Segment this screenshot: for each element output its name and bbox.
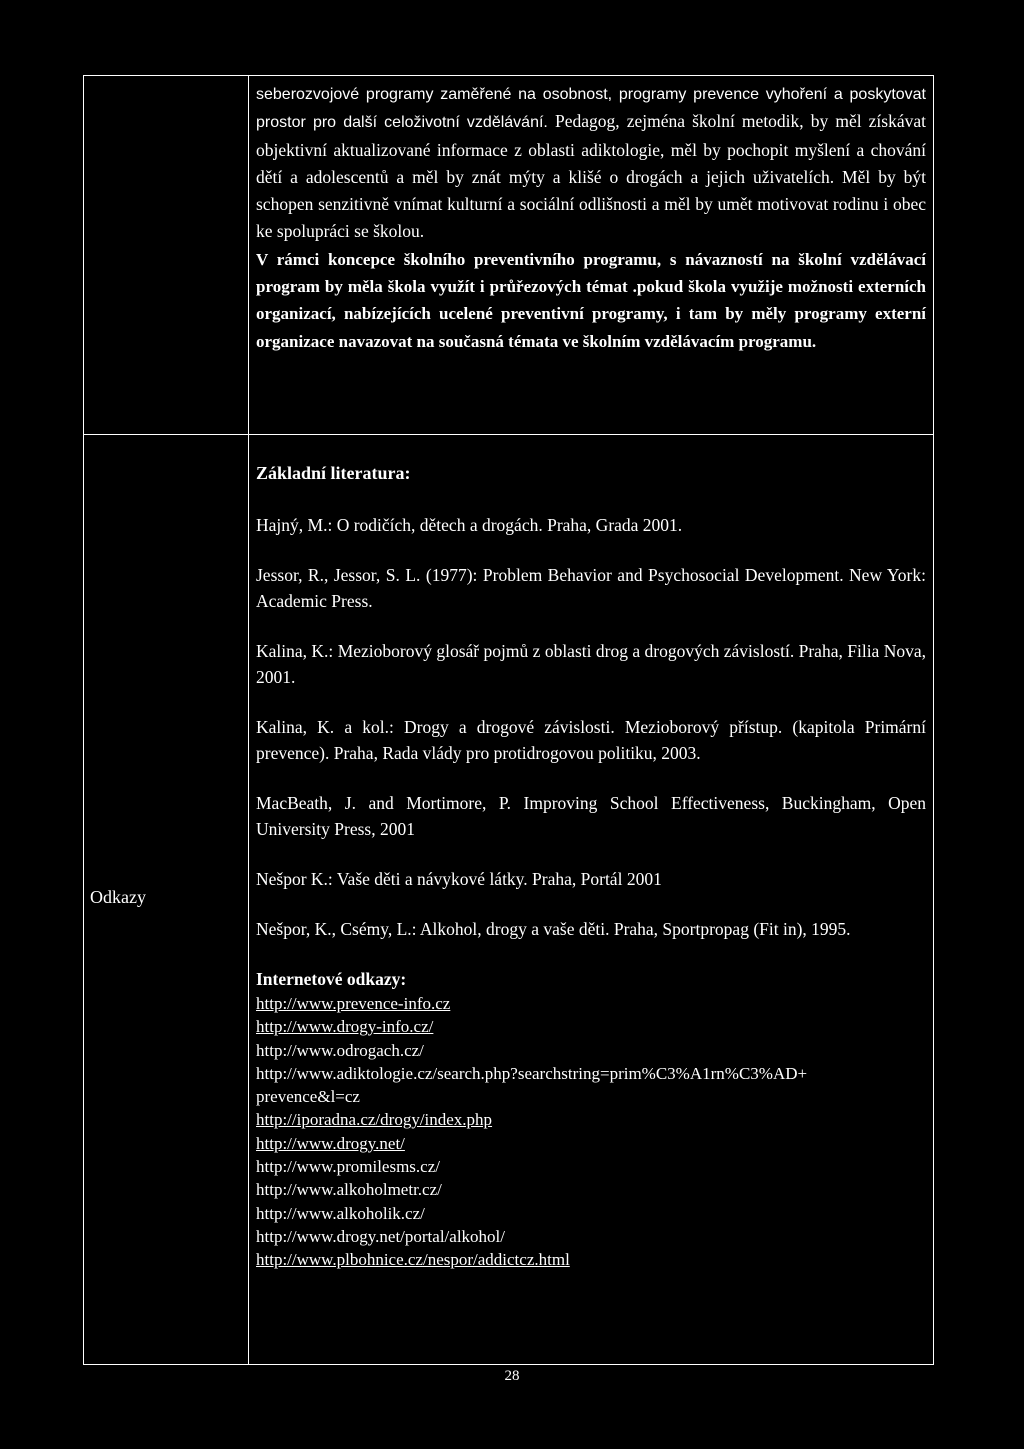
- internet-heading: Internetové odkazy:: [256, 969, 407, 989]
- link-item[interactable]: http://www.plbohnice.cz/nespor/addictcz.html: [256, 1250, 570, 1270]
- paragraph-1-serif: Pedagog, zejména školní metodik, by měl získávat objektivní aktualizované informace z oblasti adiktologie, měl by pochopit myšlení a chování dětí a adolescentů a měl by znát mýty a klišé o drogách a jejich uživatelích. Měl by být schopen senzitivně vnímat kulturní a sociální odlišnosti a měl by umět motivovat rodinu i obec ke spolupráci se školou.: [256, 111, 926, 242]
- paragraph-1: [256, 80, 926, 246]
- reference-item: MacBeath, J. and Mortimore, P. Improving School Effectiveness, Buckingham, Open University Press, 2001: [256, 793, 926, 839]
- reference-item: Jessor, R., Jessor, S. L. (1977): Problem Behavior and Psychosocial Development. New York: Academic Press.: [256, 565, 926, 611]
- literature-heading: Základní literatura:: [256, 463, 411, 483]
- row-label: Odkazy: [90, 887, 146, 907]
- references-cell: [256, 460, 926, 1272]
- link-item[interactable]: http://www.drogy-info.cz/: [256, 1017, 434, 1037]
- page-number: 28: [504, 1368, 520, 1384]
- link-item[interactable]: http://iporadna.cz/drogy/index.php: [256, 1110, 493, 1130]
- reference-item: Kalina, K.: Mezioborový glosář pojmů z oblasti drog a drogových závislostí. Praha, Filia Nova, 2001.: [256, 641, 926, 687]
- link-item[interactable]: http://www.adiktologie.cz/search.php?searchstring=prim%C3%A1rn%C3%AD+: [256, 1063, 808, 1083]
- row-divider: [84, 434, 933, 435]
- link-item[interactable]: http://www.alkoholik.cz/: [256, 1203, 425, 1223]
- top-cell: [256, 80, 926, 355]
- link-item[interactable]: http://www.drogy.net/: [256, 1133, 405, 1153]
- paragraph-1-sans: seberozvojové programy zaměřené na osobnost, programy prevence vyhoření a poskytovat prostor pro další celoživotní vzdělávání.: [256, 86, 926, 132]
- link-item[interactable]: http://www.drogy.net/portal/alkohol/: [256, 1226, 505, 1246]
- reference-item: Nešpor K.: Vaše děti a návykové látky. Praha, Portál 2001: [256, 869, 662, 889]
- link-item[interactable]: http://www.odrogach.cz/: [256, 1040, 424, 1060]
- link-item[interactable]: http://www.promilesms.cz/: [256, 1157, 440, 1177]
- reference-item: Kalina, K. a kol.: Drogy a drogové závislosti. Mezioborový přístup. (kapitola Primární prevence). Praha, Rada vlády pro protidrogovou politiku, 2003.: [256, 717, 926, 763]
- link-item[interactable]: http://www.prevence-info.cz: [256, 994, 451, 1013]
- paragraph-2: V rámci koncepce školního preventivního programu, s návazností na školní vzdělávací program by měla škola využít i průřezových témat .pokud škola využije možnosti externích organizací, nabízejících ucelené preventivní programy, i tam by měly programy externí organizace navazovat na současná témata ve školním vzdělávacím programu.: [256, 249, 926, 351]
- link-list: [256, 992, 926, 1272]
- link-item[interactable]: http://www.alkoholmetr.cz/: [256, 1180, 442, 1200]
- link-item[interactable]: prevence&l=cz: [256, 1087, 360, 1107]
- reference-item: Nešpor, K., Csémy, L.: Alkohol, drogy a vaše děti. Praha, Sportpropag (Fit in), 1995.: [256, 919, 851, 939]
- reference-item: Hajný, M.: O rodičích, dětech a drogách. Praha, Grada 2001.: [256, 515, 683, 535]
- column-divider: [248, 76, 249, 1364]
